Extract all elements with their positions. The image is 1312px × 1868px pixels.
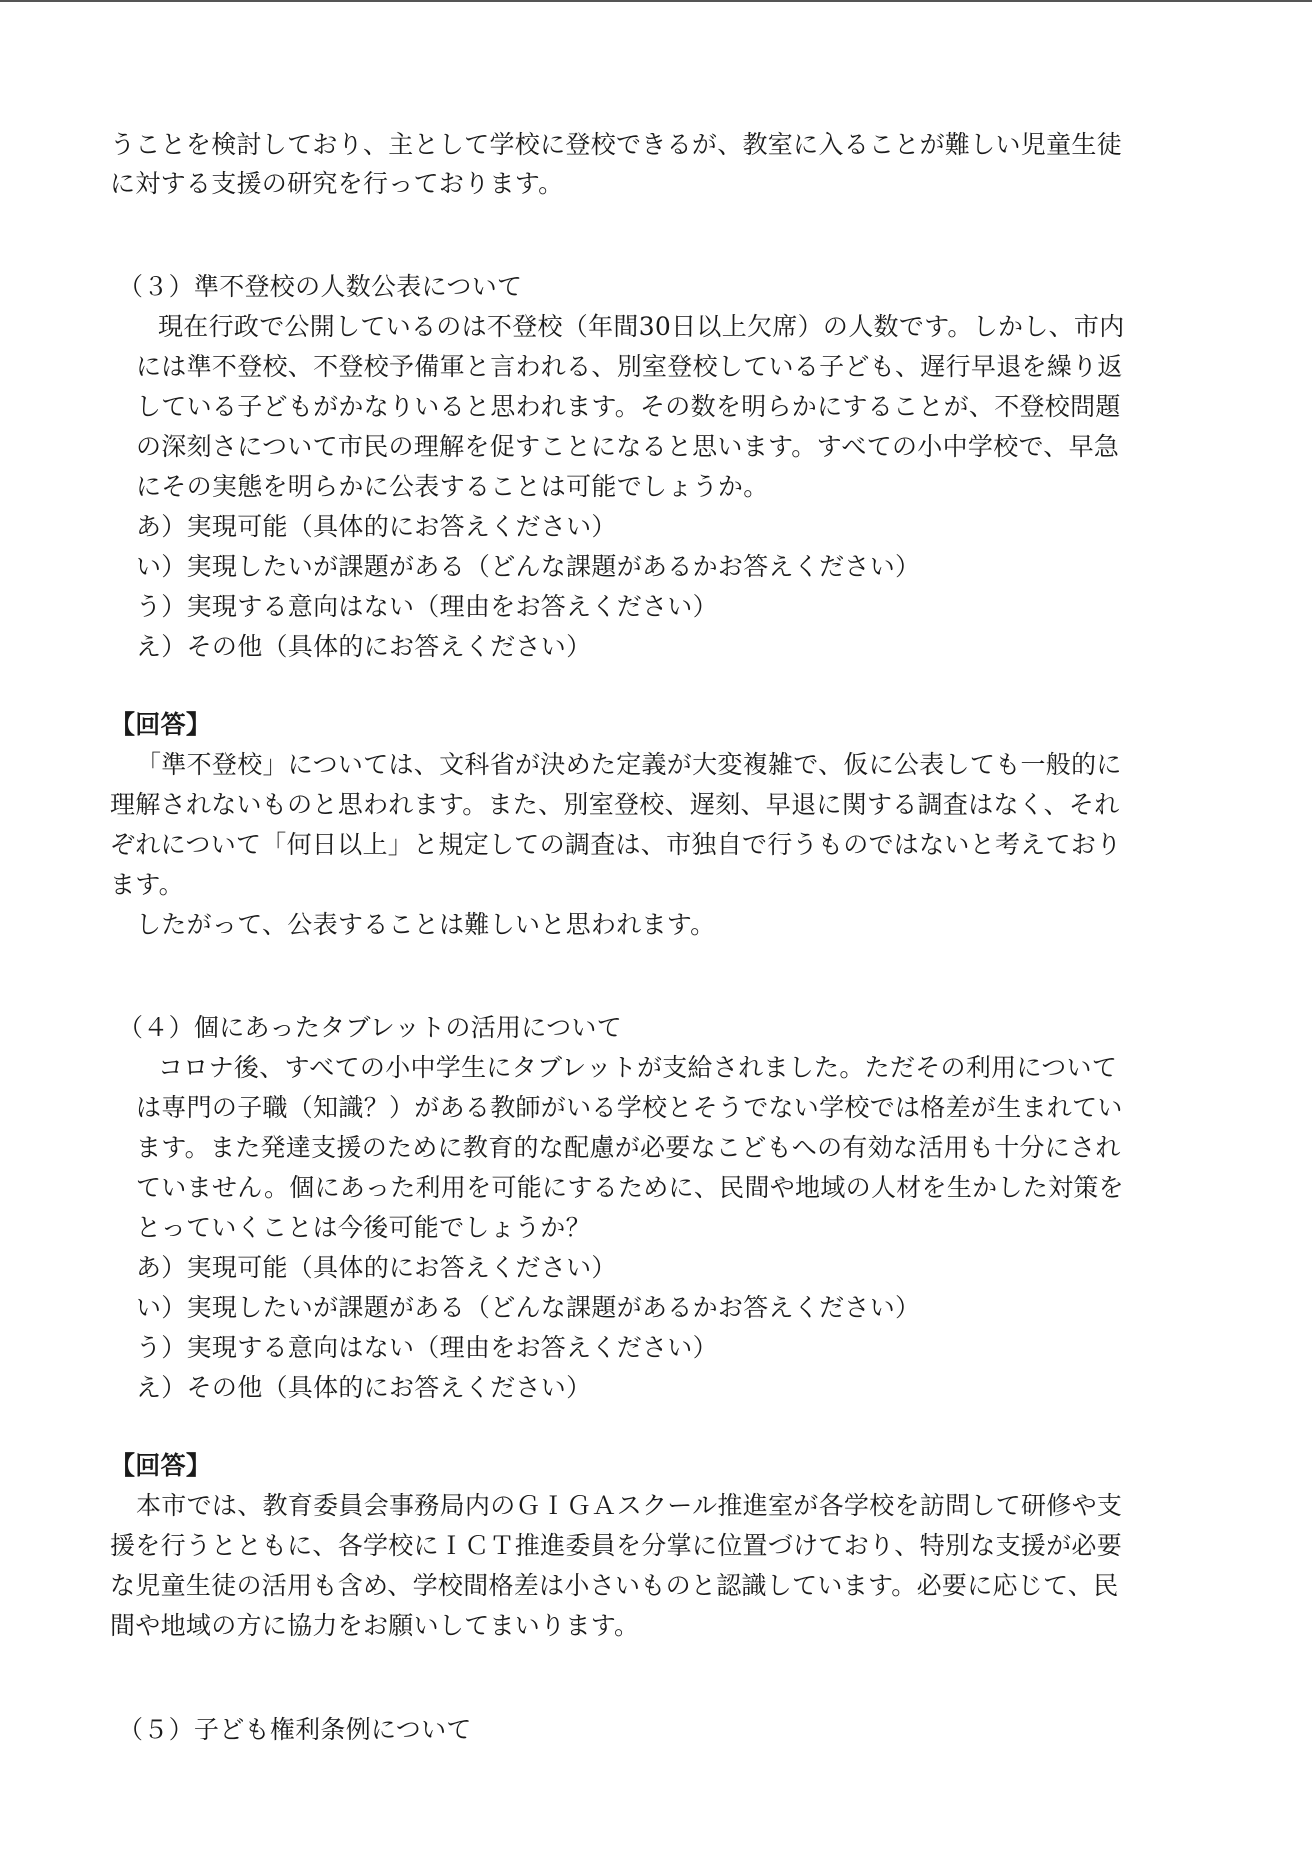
answer-line: 援を行うとともに、各学校にＩＣＴ推進委員を分掌に位置づけており、特別な支援が必要 <box>110 1531 1123 1560</box>
intro-line: うことを検討しており、主として学校に登校できるが、教室に入ることが難しい児童生徒 <box>110 130 1123 159</box>
section-heading-3: （３）準不登校の人数公表について <box>118 272 523 301</box>
answer-label: 【回答】 <box>110 710 212 739</box>
choice-e: え）その他（具体的にお答えください） <box>136 1373 592 1402</box>
question-line: の深刻さについて市民の理解を促すことになると思います。すべての小中学校で、早急 <box>136 432 1120 461</box>
question-line: とっていくことは今後可能でしょうか？ <box>136 1213 591 1242</box>
answer-line: ます。 <box>110 870 184 899</box>
answer-line: したがって、公表することは難しいと思われます。 <box>136 910 716 939</box>
question-line: は専門の子職（知識？）がある教師がいる学校とそうでない学校では格差が生まれてい <box>136 1093 1123 1122</box>
question-line: ていません。個にあった利用を可能にするために、民間や地域の人材を生かした対策を <box>136 1173 1124 1202</box>
question-line: コロナ後、すべての小中学生にタブレットが支給されました。ただその利用について <box>158 1053 1118 1082</box>
question-line: にその実態を明らかに公表することは可能でしょうか。 <box>136 472 769 501</box>
choice-u: う）実現する意向はない（理由をお答えください） <box>136 1333 718 1362</box>
choice-u: う）実現する意向はない（理由をお答えください） <box>136 592 718 621</box>
answer-line: 本市では、教育委員会事務局内のＧＩＧＡスクール推進室が各学校を訪問して研修や支 <box>136 1491 1123 1520</box>
top-border <box>0 0 1312 2</box>
answer-line: 間や地域の方に協力をお願いしてまいります。 <box>110 1611 640 1640</box>
question-line: には準不登校、不登校予備軍と言われる、別室登校している子ども、遅行早退を繰り返 <box>136 352 1123 381</box>
answer-line: ぞれについて「何日以上」と規定しての調査は、市独自で行うものではないと考えており <box>110 830 1122 859</box>
question-line: している子どもがかなりいると思われます。その数を明らかにすることが、不登校問題 <box>136 392 1121 421</box>
answer-label: 【回答】 <box>110 1451 212 1480</box>
choice-e: え）その他（具体的にお答えください） <box>136 632 592 661</box>
choice-i: い）実現したいが課題がある（どんな課題があるかお答えください） <box>136 1293 921 1322</box>
answer-line: 「準不登校」については、文科省が決めた定義が大変複雑で、仮に公表しても一般的に <box>136 750 1122 779</box>
question-line: 現在行政で公開しているのは不登校（年間30日以上欠席）の人数です。しかし、市内 <box>158 312 1125 341</box>
section-heading-4: （４）個にあったタブレットの活用について <box>118 1013 623 1042</box>
question-line: ます。また発達支援のために教育的な配慮が必要なこどもへの有効な活用も十分にされ <box>136 1133 1121 1162</box>
choice-i: い）実現したいが課題がある（どんな課題があるかお答えください） <box>136 552 921 581</box>
choice-a: あ）実現可能（具体的にお答えください） <box>136 1253 617 1282</box>
section-heading-5: （５）子ども権利条例について <box>118 1715 472 1744</box>
answer-line: 理解されないものと思われます。また、別室登校、遅刻、早退に関する調査はなく、それ <box>110 790 1120 819</box>
answer-line: な児童生徒の活用も含め、学校間格差は小さいものと認識しています。必要に応じて、民 <box>110 1571 1119 1600</box>
choice-a: あ）実現可能（具体的にお答えください） <box>136 512 617 541</box>
intro-line: に対する支援の研究を行っております。 <box>110 169 564 198</box>
